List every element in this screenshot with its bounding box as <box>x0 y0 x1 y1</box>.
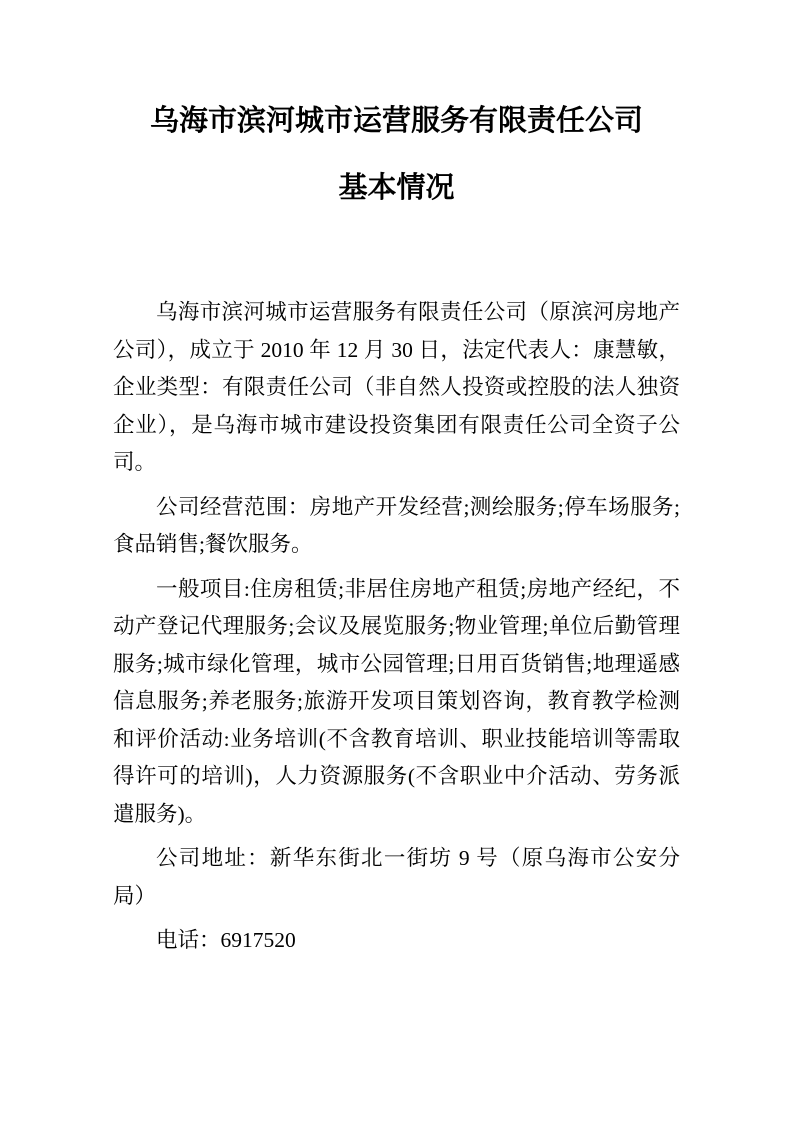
document-body <box>113 294 680 960</box>
document-content <box>0 103 793 960</box>
document-title: 乌海市滨河城市运营服务有限责任公司 <box>149 105 643 137</box>
document-subtitle: 基本情况 <box>338 172 455 204</box>
paragraph-phone-number: 电话：6917520 <box>156 928 296 952</box>
paragraph-general-projects: 一般项目:住房租赁;非居住房地产租赁;房地产经纪，不动产登记代理服务;会议及展览服务;物业管理;单位后勤管理服务;城市绿化管理，城市公园管理;日用百货销售;地理遥感信息服务;养老服务;旅游开发项目策划咨询，教育教学检测和评价活动:业务培训(不含教育培训、职业技能培训等需取得许可的培训)，人力资源服务(不含职业中介活动、劳务派遣服务)。 <box>113 576 680 826</box>
paragraph-company-address: 公司地址：新华东街北一街坊 9 号（原乌海市公安分局） <box>113 846 680 908</box>
paragraph-company-overview: 乌海市滨河城市运营服务有限责任公司（原滨河房地产公司），成立于 2010 年 12 月 30 日，法定代表人：康慧敏，企业类型：有限责任公司（非自然人投资或控股的法人独资企业），是乌海市城市建设投资集团有限责任公司全资子公司。 <box>113 300 680 474</box>
paragraph-business-scope: 公司经营范围：房地产开发经营;测绘服务;停车场服务;食品销售;餐饮服务。 <box>113 494 680 556</box>
